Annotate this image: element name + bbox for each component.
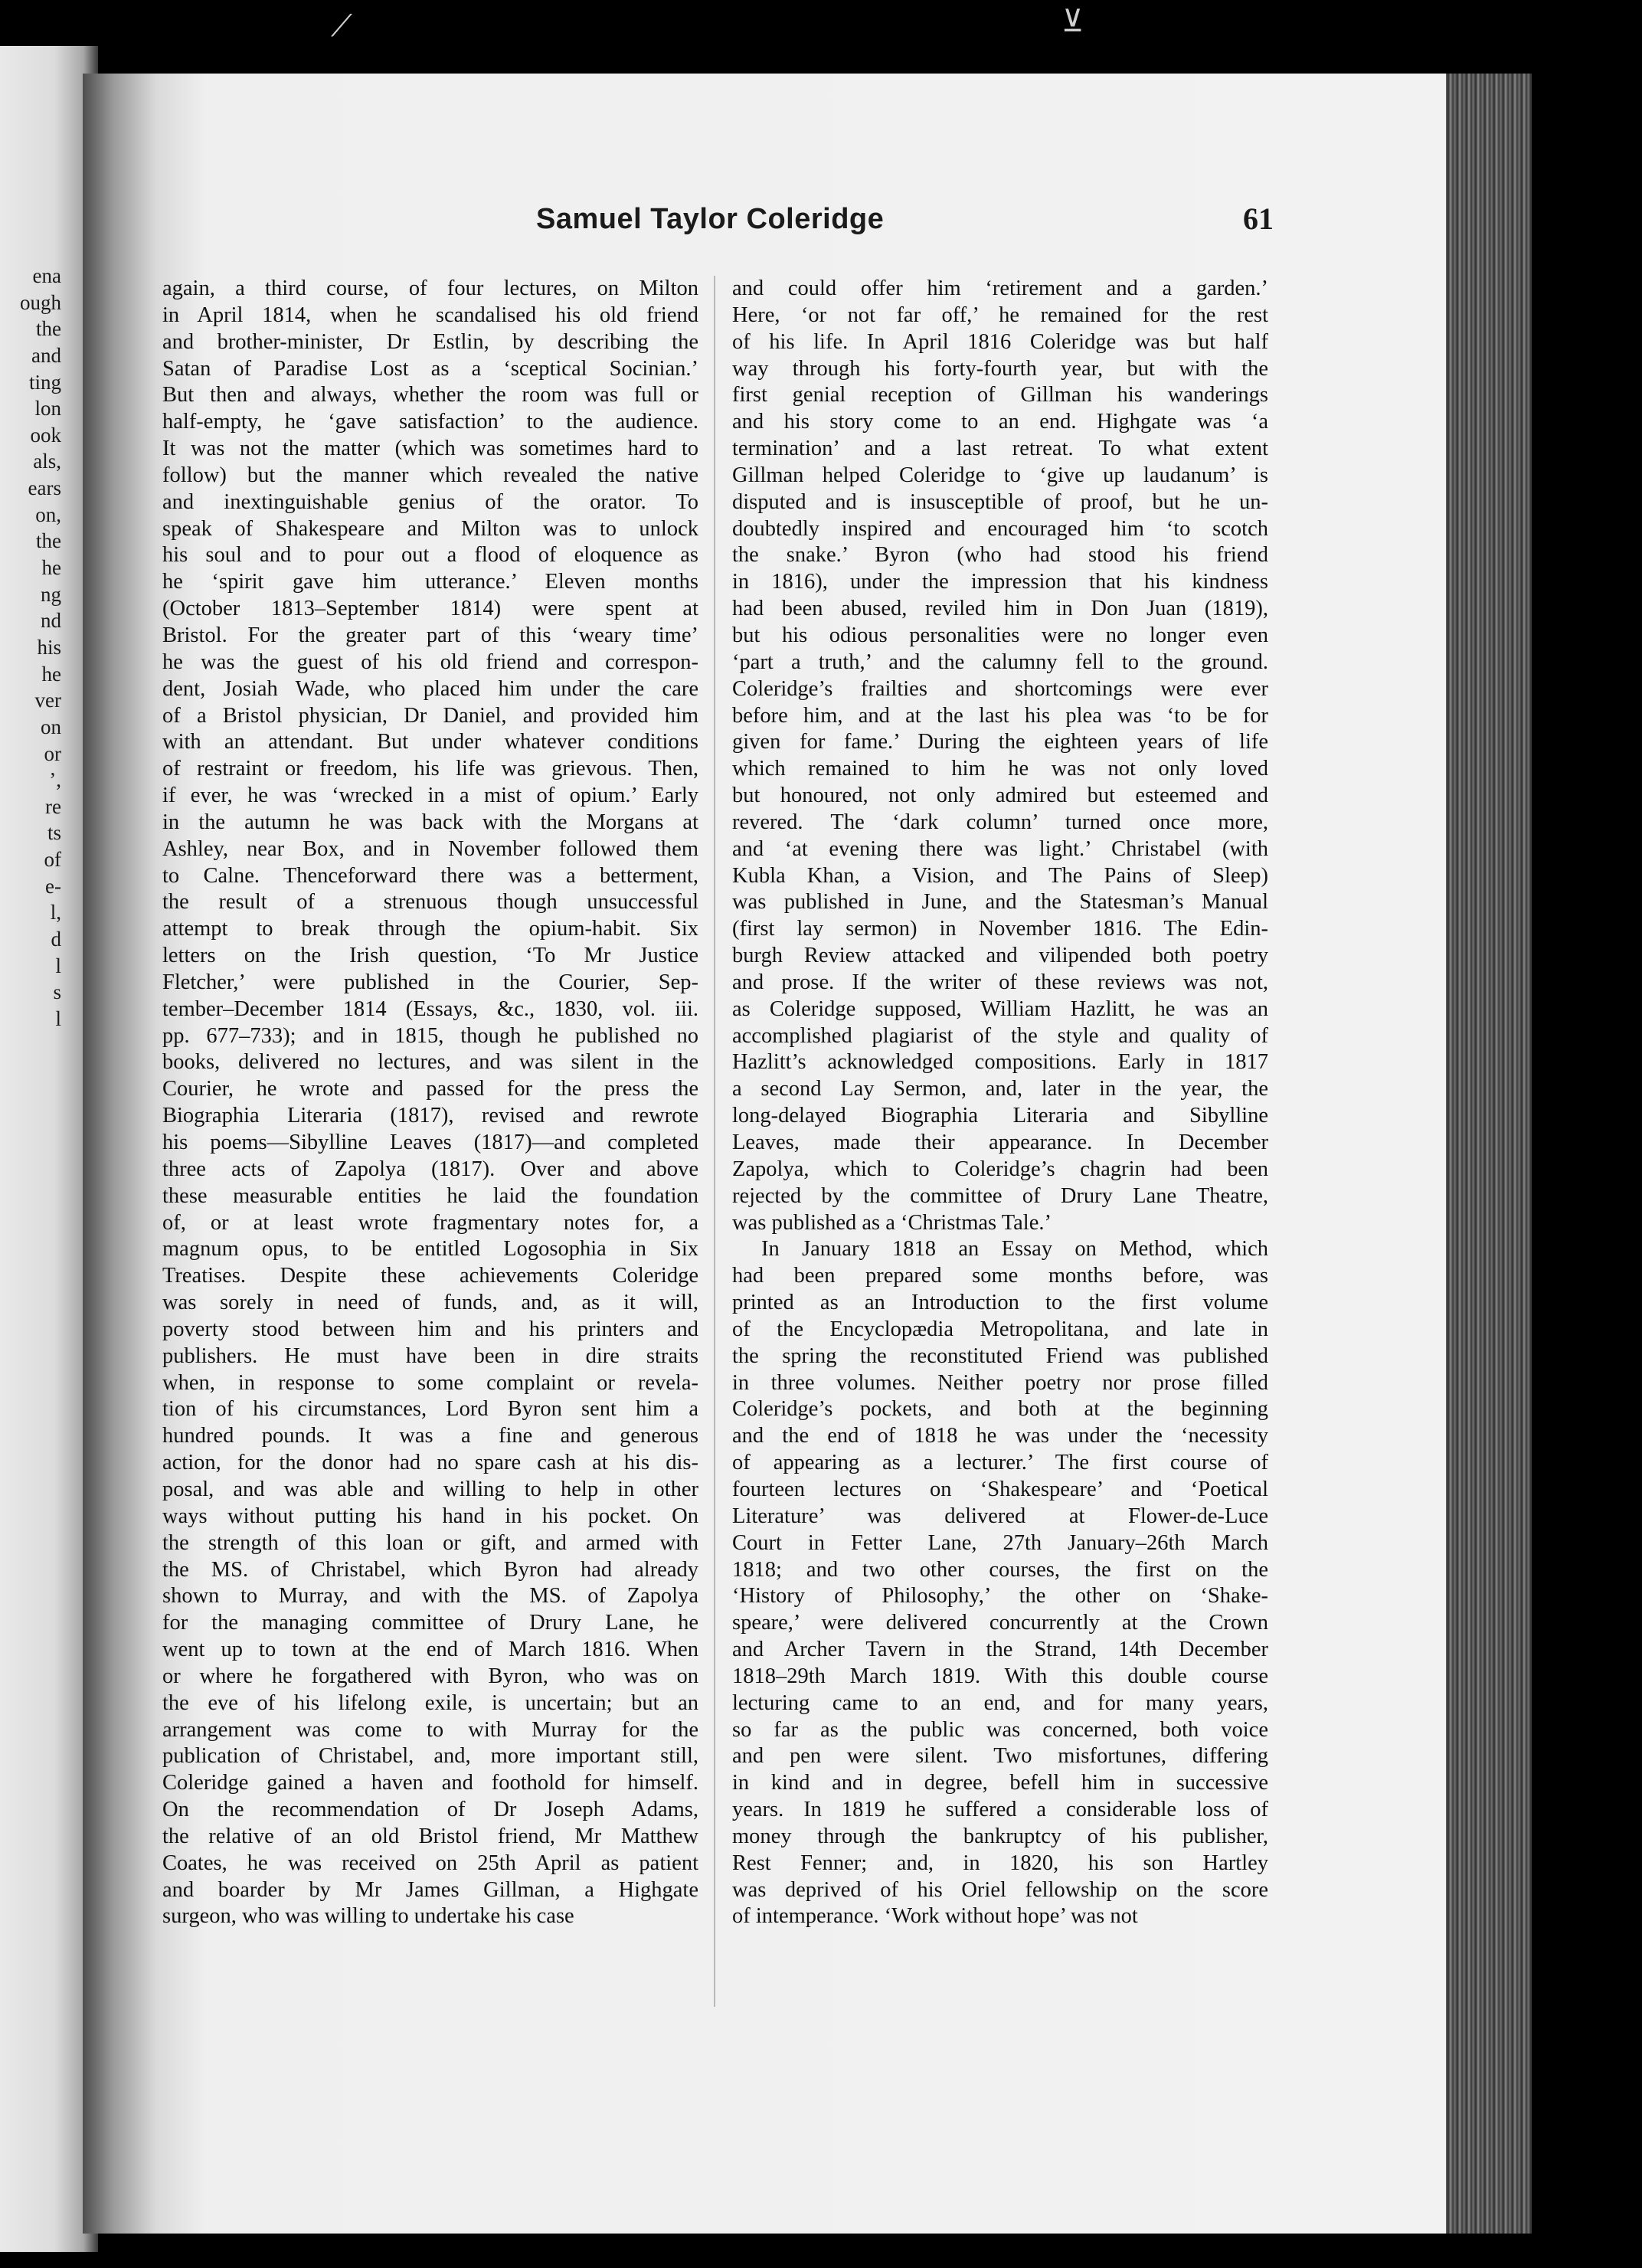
text-line: Rest Fenner; and, in 1820, his son Hartley [732, 1851, 1268, 1875]
text-line: went up to town at the end of March 1816. When [162, 1638, 698, 1662]
text-line: Zapolya, which to Coleridge’s chagrin had been [732, 1157, 1268, 1181]
text-line: if ever, he was ‘wrecked in a mist of opium.’ Early [162, 784, 698, 808]
text-line: burgh Review attacked and vilipended both poetry [732, 944, 1268, 968]
text-line: magnum opus, to be entitled Logosophia in Six [162, 1237, 698, 1262]
facing-page-fragment: his [37, 635, 61, 659]
facing-page-fragment: ena [32, 264, 61, 287]
text-line: in kind and in degree, befell him in successive [732, 1771, 1268, 1795]
facing-page-fragment: the [36, 529, 61, 553]
text-line: was deprived of his Oriel fellowship on the score [732, 1877, 1268, 1902]
text-line: of appearing as a lecturer.’ The first course of [732, 1451, 1268, 1475]
text-line: first genial reception of Gillman his wanderings [732, 383, 1268, 407]
text-line: Coleridge’s pockets, and both at the beginning [732, 1397, 1268, 1422]
text-line: Satan of Paradise Lost as a ‘sceptical Socinian.’ [162, 356, 698, 381]
text-line: the strength of this loan or gift, and armed with [162, 1530, 698, 1555]
text-line: in three volumes. Neither poetry nor prose filled [732, 1370, 1268, 1395]
facing-page-fragment: ting [28, 370, 61, 394]
text-line: money through the bankruptcy of his publisher, [732, 1824, 1268, 1848]
text-line: (October 1813–September 1814) were spent at [162, 597, 698, 621]
text-line: of, or at least wrote fragmentary notes for, a [162, 1210, 698, 1235]
text-line: posal, and was able and willing to help in other [162, 1477, 698, 1501]
text-line: doubtedly inspired and encouraged him ‘to scotch [732, 516, 1268, 541]
text-line: Kubla Khan, a Vision, and The Pains of Sleep) [732, 863, 1268, 888]
text-line: when, in response to some complaint or revela- [162, 1370, 698, 1395]
text-line: speak of Shakespeare and Milton was to unlock [162, 516, 698, 541]
text-line: pp. 677–733); and in 1815, though he published no [162, 1023, 698, 1048]
text-line: Hazlitt’s acknowledged compositions. Early in 1817 [732, 1050, 1268, 1075]
text-line: for the managing committee of Drury Lane, he [162, 1611, 698, 1635]
text-line: publishers. He must have been in dire straits [162, 1343, 698, 1368]
text-line: and could offer him ‘retirement and a garden.’ [732, 277, 1268, 300]
text-line: he ‘spirit gave him utterance.’ Eleven months [162, 570, 698, 594]
text-line: in the autumn he was back with the Morgans at [162, 810, 698, 834]
running-head: Samuel Taylor Coleridge [536, 203, 885, 235]
text-line: poverty stood between him and his printers and [162, 1317, 698, 1341]
text-line: Leaves, made their appearance. In December [732, 1131, 1268, 1154]
text-line: attempt to break through the opium-habit. Six [162, 917, 698, 941]
text-line: and Archer Tavern in the Strand, 14th December [732, 1638, 1268, 1662]
text-column-right [732, 276, 1268, 1930]
text-line: and inextinguishable genius of the orator. To [162, 489, 698, 514]
text-line: of his life. In April 1816 Coleridge was but half [732, 329, 1268, 354]
facing-page-fragment: or [44, 741, 61, 765]
text-line: Courier, he wrote and passed for the press the [162, 1077, 698, 1101]
facing-page-fragment: l [55, 954, 61, 977]
facing-page-fragment: ver [34, 689, 61, 712]
text-line: was sorely in need of funds, and, as it will, [162, 1291, 698, 1315]
text-line: printed as an Introduction to the first volume [732, 1291, 1268, 1315]
text-line: so far as the public was concerned, both voice [732, 1717, 1268, 1742]
text-line: arrangement was come to with Murray for the [162, 1717, 698, 1742]
text-line: of a Bristol physician, Dr Daniel, and provided him [162, 703, 698, 728]
text-line: follow) but the manner which revealed the native [162, 463, 698, 487]
text-line: Coates, he was received on 25th April as patient [162, 1851, 698, 1875]
facing-page-fragment: l [55, 1006, 61, 1030]
text-line: ways without putting his hand in his pocket. On [162, 1504, 698, 1528]
text-line: to Calne. Thenceforward there was a betterment, [162, 863, 698, 888]
text-line: three acts of Zapolya (1817). Over and above [162, 1157, 698, 1181]
text-line: Bristol. For the greater part of this ‘weary time’ [162, 623, 698, 647]
text-line: and ‘at evening there was light.’ Christabel (with [732, 836, 1268, 861]
text-line: On the recommendation of Dr Joseph Adams, [162, 1798, 698, 1822]
text-line: as Coleridge supposed, William Hazlitt, he was an [732, 997, 1268, 1021]
text-line: half-empty, he ‘gave satisfaction’ to the audience. [162, 410, 698, 434]
facing-page-fragment: on [41, 715, 61, 738]
text-line: ‘History of Philosophy,’ the other on ‘Shake- [732, 1584, 1268, 1609]
facing-page-fragment: lon [34, 397, 61, 421]
text-line: lecturing came to an end, and for many years, [732, 1690, 1268, 1715]
text-line: Coleridge gained a haven and foothold for himself. [162, 1771, 698, 1795]
text-line: and prose. If the writer of these reviews was not, [732, 970, 1268, 994]
text-line: way through his forty-fourth year, but with the [732, 356, 1268, 381]
text-line: In January 1818 an Essay on Method, which [761, 1237, 1268, 1262]
text-line: Here, ‘or not far off,’ he remained for the rest [732, 303, 1268, 327]
facing-page-fragment: he [41, 556, 61, 580]
text-line: and brother-minister, Dr Estlin, by describing the [162, 329, 698, 354]
text-line: years. In 1819 he suffered a considerable loss of [732, 1798, 1268, 1822]
facing-page-fragment: on, [35, 502, 61, 526]
text-line: (first lay sermon) in November 1816. The Edin- [732, 917, 1268, 941]
facing-page-fragment: d [51, 928, 61, 951]
text-line: But then and always, whether the room was full or [162, 383, 698, 407]
text-line: of the Encyclopædia Metropolitana, and late in [732, 1317, 1268, 1341]
text-line: Gillman helped Coleridge to ‘give up laudanum’ is [732, 463, 1268, 487]
facing-page-fragment: s [53, 980, 61, 1004]
text-line: long-delayed Biographia Literaria and Sibylline [732, 1104, 1268, 1128]
text-line: with an attendant. But under whatever conditions [162, 730, 698, 754]
facing-page-fragment: of [44, 848, 61, 872]
text-line: his soul and to pour out a flood of eloquence as [162, 543, 698, 568]
text-line: and pen were silent. Two misfortunes, differing [732, 1744, 1268, 1769]
facing-page-fragment: and [31, 343, 61, 367]
text-line: dent, Josiah Wade, who placed him under the care [162, 676, 698, 701]
text-line: Ashley, near Box, and in November followed them [162, 836, 698, 861]
facing-page-text-fragments [0, 263, 61, 1033]
page-block-edge [1446, 74, 1532, 2234]
text-line: and boarder by Mr James Gillman, a Highgate [162, 1877, 698, 1902]
text-line: Biographia Literaria (1817), revised and rewrote [162, 1104, 698, 1128]
text-line: surgeon, who was willing to undertake his case [162, 1904, 574, 1929]
facing-page-fragment: ears [28, 476, 61, 500]
text-line: Court in Fetter Lane, 27th January–26th March [732, 1530, 1268, 1555]
text-line: 1818–29th March 1819. With this double course [732, 1664, 1268, 1688]
text-line: ‘part a truth,’ and the calumny fell to the ground. [732, 650, 1268, 674]
text-line: termination’ and a last retreat. To what extent [732, 437, 1268, 461]
text-line: fourteen lectures on ‘Shakespeare’ and ‘Poetical [732, 1477, 1268, 1501]
page-number: 61 [1243, 201, 1274, 236]
facing-page-fragment: re [45, 794, 61, 818]
text-column-left [162, 276, 698, 1930]
facing-page-fragment: l, [50, 901, 61, 925]
text-line: in April 1814, when he scandalised his old friend [162, 303, 698, 327]
text-line: Literature’ was delivered at Flower-de-Luce [732, 1504, 1268, 1528]
facing-page-fragment: e- [45, 874, 61, 898]
text-line: was published as a ‘Christmas Tale.’ [732, 1210, 1052, 1235]
text-line: and the end of 1818 he was under the ‘necessity [732, 1424, 1268, 1448]
facing-page-fragment: he [41, 662, 61, 686]
text-line: letters on the Irish question, ‘To Mr Justice [162, 944, 698, 968]
text-line: tember–December 1814 (Essays, &c., 1830, vol. iii. [162, 997, 698, 1021]
text-line: speare,’ were delivered concurrently at the Crown [732, 1611, 1268, 1635]
text-line: the result of a strenuous though unsuccessful [162, 890, 698, 915]
facing-page-fragment: ’, [49, 768, 61, 792]
text-line: these measurable entities he laid the foundation [162, 1183, 698, 1208]
text-line: but his odious personalities were no longer even [732, 623, 1268, 647]
text-line: Treatises. Despite these achievements Coleridge [162, 1264, 698, 1288]
text-line: which remained to him he was not only loved [732, 757, 1268, 781]
text-line: had been abused, reviled him in Don Juan (1819), [732, 597, 1268, 621]
text-line: a second Lay Sermon, and, later in the year, the [732, 1077, 1268, 1101]
text-line: hundred pounds. It was a fine and generous [162, 1424, 698, 1448]
text-line: in 1816), under the impression that his kindness [732, 570, 1268, 594]
text-line: the spring the reconstituted Friend was published [732, 1343, 1268, 1368]
text-line: again, a third course, of four lectures, on Milton [162, 277, 698, 300]
text-line: but honoured, not only admired but esteemed and [732, 784, 1268, 808]
facing-page-fragment: ng [41, 582, 61, 606]
text-line: 1818; and two other courses, the first on the [732, 1557, 1268, 1582]
text-line: the MS. of Christabel, which Byron had already [162, 1557, 698, 1582]
text-line: had been prepared some months before, was [732, 1264, 1268, 1288]
text-line: before him, and at the last his plea was ‘to be for [732, 703, 1268, 728]
text-line: he was the guest of his old friend and correspon- [162, 650, 698, 674]
column-divider [714, 276, 715, 2007]
facing-page-fragment: ook [30, 423, 61, 447]
text-line: the relative of an old Bristol friend, Mr Matthew [162, 1824, 698, 1848]
text-line: revered. The ‘dark column’ turned once more, [732, 810, 1268, 834]
text-line: of intemperance. ‘Work without hope’ was not [732, 1904, 1138, 1929]
facing-page-fragment: ough [20, 290, 61, 314]
text-line: It was not the matter (which was sometimes hard to [162, 437, 698, 461]
text-line: books, delivered no lectures, and was silent in the [162, 1050, 698, 1075]
text-line: or where he forgathered with Byron, who was on [162, 1664, 698, 1688]
text-line: accomplished plagiarist of the style and quality of [732, 1023, 1268, 1048]
text-line: tion of his circumstances, Lord Byron sent him a [162, 1397, 698, 1422]
text-line: the snake.’ Byron (who had stood his friend [732, 543, 1268, 568]
text-line: his poems—Sibylline Leaves (1817)—and completed [162, 1131, 698, 1154]
text-line: disputed and is insusceptible of proof, but he un- [732, 489, 1268, 514]
text-line: the eve of his lifelong exile, is uncertain; but an [162, 1690, 698, 1715]
text-line: publication of Christabel, and, more important still, [162, 1744, 698, 1769]
facing-page-fragment: ts [47, 821, 61, 845]
text-line: Coleridge’s frailties and shortcomings were ever [732, 676, 1268, 701]
text-line: Fletcher,’ were published in the Courier, Sep- [162, 970, 698, 994]
facing-page-fragment: the [36, 317, 61, 341]
facing-page-fragment: als, [33, 450, 61, 473]
text-line: shown to Murray, and with the MS. of Zapolya [162, 1584, 698, 1609]
text-line: and his story come to an end. Highgate was ‘a [732, 410, 1268, 434]
text-line: was published in June, and the Statesman’s Manual [732, 890, 1268, 915]
text-line: rejected by the committee of Drury Lane Theatre, [732, 1183, 1268, 1208]
text-line: action, for the donor had no spare cash at his dis- [162, 1451, 698, 1475]
facing-page-fragment: nd [41, 609, 61, 633]
text-line: given for fame.’ During the eighteen years of life [732, 730, 1268, 754]
text-line: of restraint or freedom, his life was grievous. Then, [162, 757, 698, 781]
